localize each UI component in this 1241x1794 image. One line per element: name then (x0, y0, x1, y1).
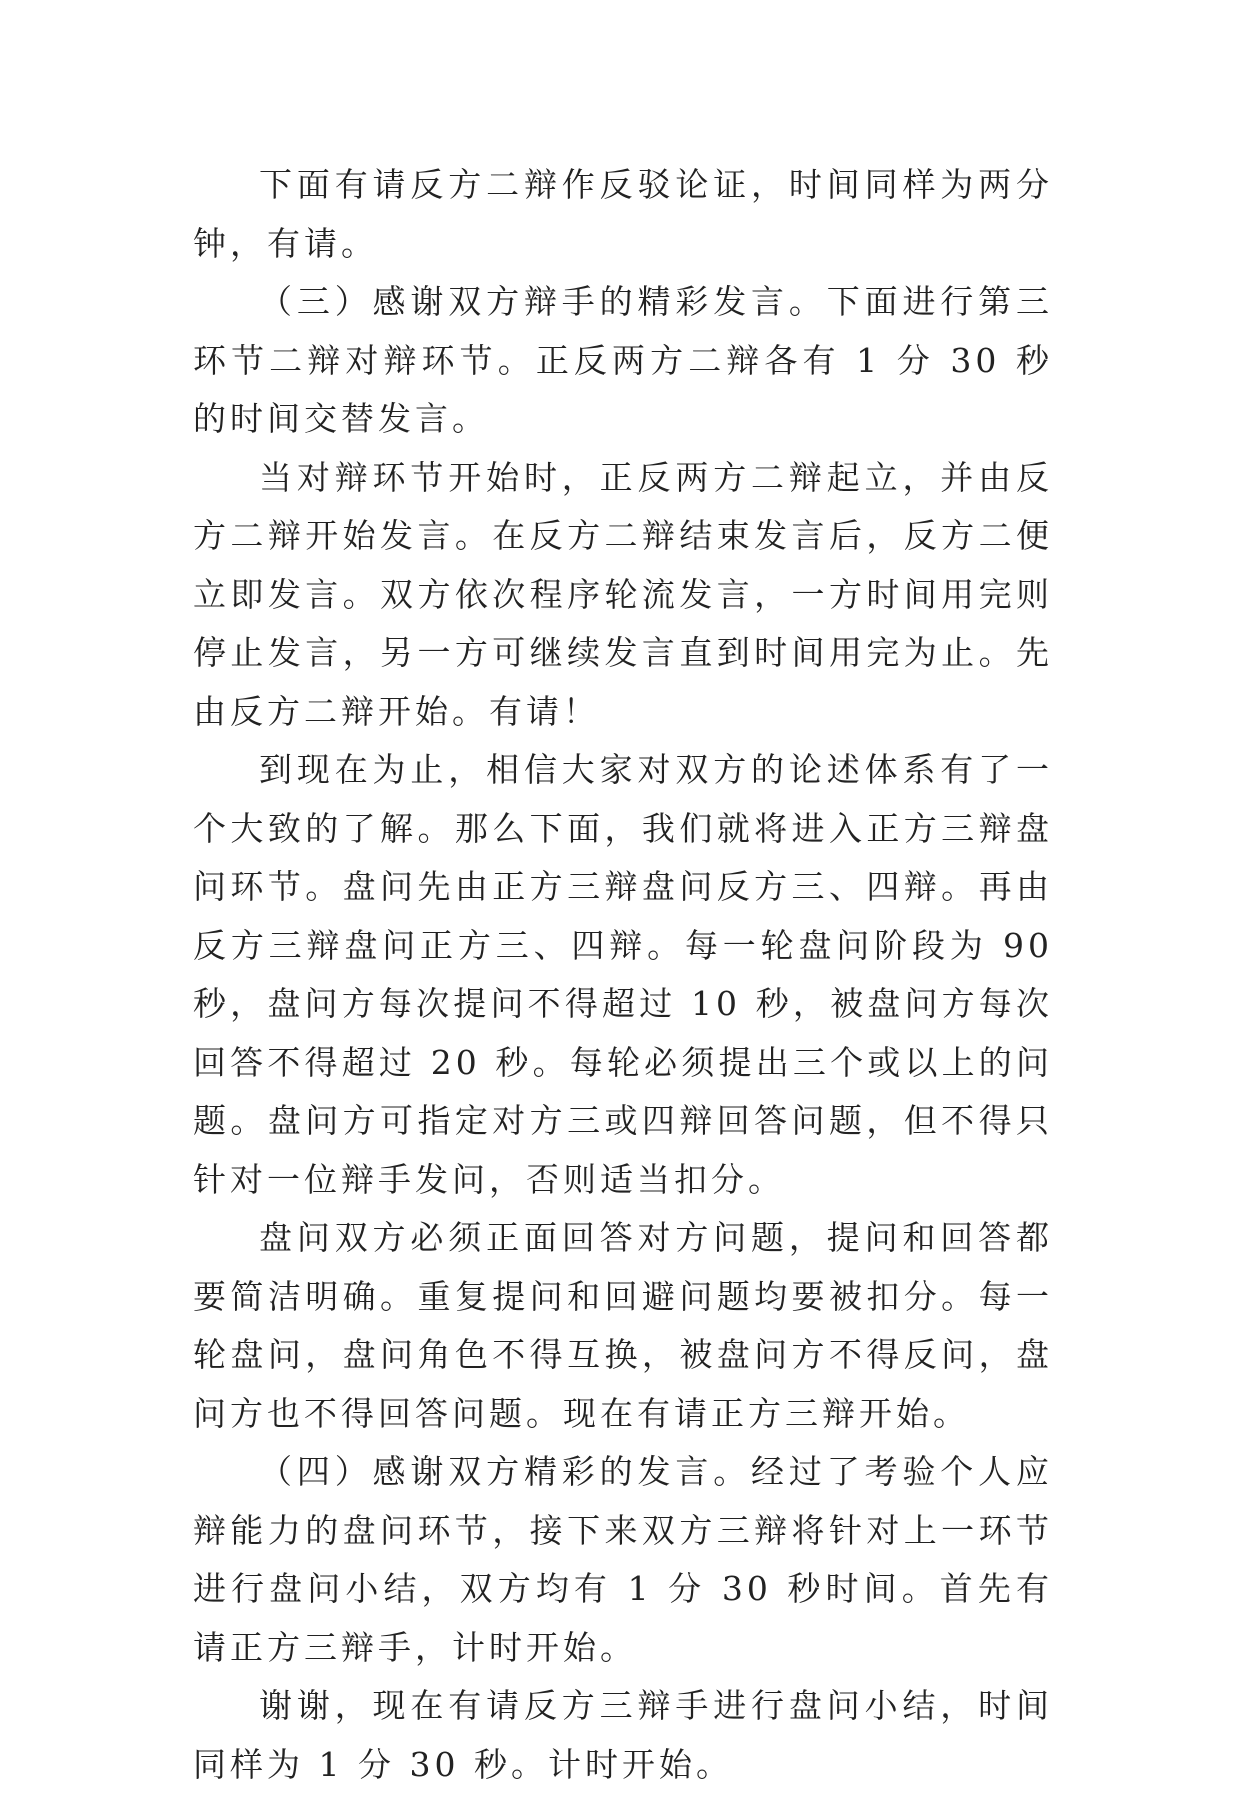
paragraph-section-three: （三）感谢双方辩手的精彩发言。下面进行第三环节二辩对辩环节。正反两方二辩各有 1 分 30 秒的时间交替发言。 (193, 282, 1053, 438)
paragraph-section-four: （四）感谢双方精彩的发言。经过了考验个人应辩能力的盘问环节，接下来双方三辩将针对上一环节进行盘问小结，双方均有 1 分 30 秒时间。首先有请正方三辩手，计时开始。 (193, 1452, 1053, 1667)
document-body (193, 156, 1053, 1794)
paragraph-rebuttal-invite: 下面有请反方二辩作反驳论证，时间同样为两分钟，有请。 (193, 165, 1053, 263)
paragraph-closing-summary: 谢谢，现在有请反方三辩手进行盘问小结，时间同样为 1 分 30 秒。计时开始。 (193, 1686, 1053, 1784)
paragraph-debate-rules: 当对辩环节开始时，正反两方二辩起立，并由反方二辩开始发言。在反方二辩结束发言后，反方二便立即发言。双方依次程序轮流发言，一方时间用完则停止发言，另一方可继续发言直到时间用完为止。先由反方二辩开始。有请！ (193, 457, 1053, 731)
paragraph-questioning-rules: 盘问双方必须正面回答对方问题，提问和回答都要简洁明确。重复提问和回避问题均要被扣分。每一轮盘问，盘问角色不得互换，被盘问方不得反问，盘问方也不得回答问题。现在有请正方三辩开始。 (193, 1218, 1053, 1433)
paragraph-cross-examination: 到现在为止，相信大家对双方的论述体系有了一个大致的了解。那么下面，我们就将进入正方三辩盘问环节。盘问先由正方三辩盘问反方三、四辩。再由反方三辩盘问正方三、四辩。每一轮盘问阶段为 90 秒，盘问方每次提问不得超过 10 秒，被盘问方每次回答不得超过 20 秒。每轮必须提出三个或以上的问题。盘问方可指定对方三或四辩回答问题，但不得只针对一位辩手发问，否则适当扣分。 (193, 750, 1053, 1199)
